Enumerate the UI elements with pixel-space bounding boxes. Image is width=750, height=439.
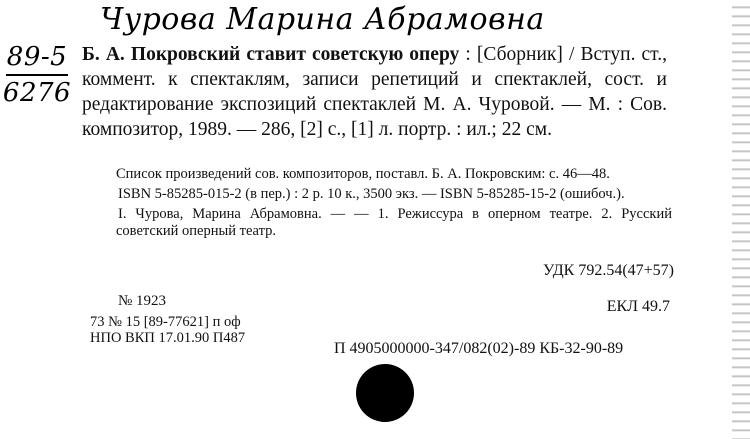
- shelfmark-divider: [6, 74, 68, 76]
- card-number: № 1923: [118, 293, 167, 309]
- punch-hole: [356, 364, 414, 422]
- handwritten-name: Чурова Марина Абрамовна: [100, 2, 545, 37]
- udk-code: УДК 792.54(47+57): [543, 262, 674, 279]
- notes: [116, 166, 672, 243]
- subject-headings: I. Чурова, Марина Абрамовна. — — 1. Режиссура в оперном театре. 2. Русский советский оперный театр.: [116, 206, 672, 239]
- shelfmark-bottom: 6276: [2, 78, 72, 108]
- price-code: П 4905000000-347/082(02)-89 КБ-32-90-89: [334, 340, 624, 357]
- author-heading: Б. А. Покровский ставит советскую оперу: [82, 44, 460, 65]
- shelfmark-top: 89-5: [6, 42, 68, 72]
- isbn-note: ISBN 5-85285-015-2 (в пер.) : 2 р. 10 к., 3500 экз. — ISBN 5-85285-15-2 (ошибоч.).: [118, 186, 625, 202]
- press-line-1: 73 № 15 [89-77621] п оф: [90, 314, 241, 330]
- ekl-code: ЕКЛ 49.7: [606, 298, 670, 315]
- press-line-2: НПО ВКП 17.01.90 П487: [90, 330, 246, 346]
- main-entry-body: : [Сборник] / Вступ. ст., коммент. к спектаклям, записи репетиций и спектаклей, сост. и редактирование экспозиций спектаклей М. А. Чуровой. — М. : Сов. композитор, 1989. — 286, [2] с., [1] л. портр. : ил.; 22 см.: [82, 44, 667, 140]
- main-entry: [82, 42, 667, 142]
- shelfmark: [2, 42, 72, 108]
- card-edge: [732, 0, 750, 439]
- works-list-note: Список произведений сов. композиторов, поставл. Б. А. Покровским: с. 46—48.: [116, 166, 610, 182]
